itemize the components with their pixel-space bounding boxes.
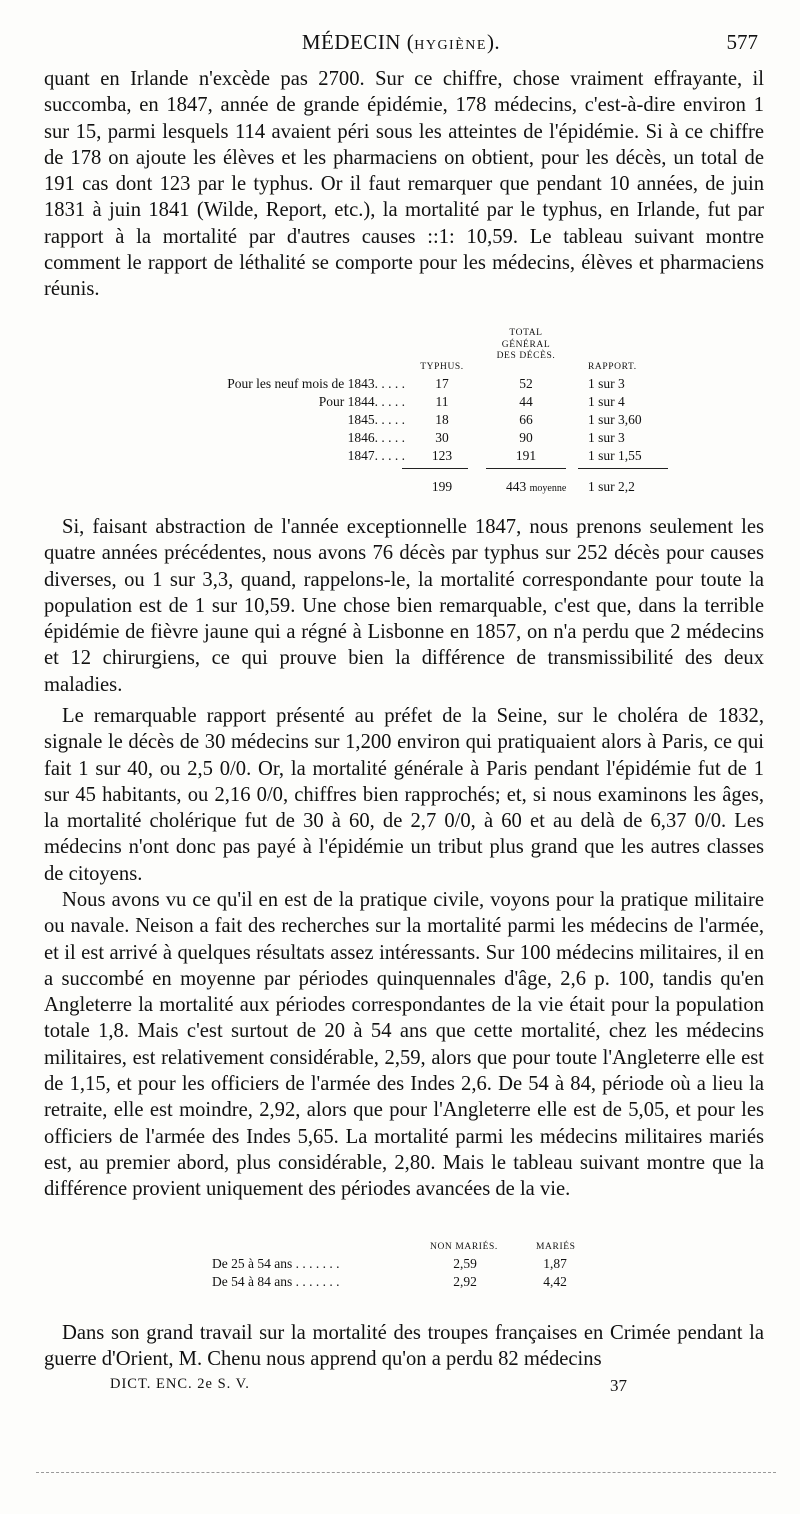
title-main: MÉDECIN ( bbox=[301, 30, 415, 54]
row-typhus: 123 bbox=[431, 448, 453, 463]
row-non-maries: 2,92 bbox=[453, 1274, 477, 1289]
row-total: 90 bbox=[519, 430, 533, 445]
total-rapport: 1 sur 2,2 bbox=[588, 479, 635, 494]
header-total-2: GÉNÉRAL bbox=[501, 339, 551, 350]
footer-signature: DICT. ENC. 2e S. V. bbox=[110, 1376, 250, 1392]
header-total bbox=[486, 328, 566, 363]
title-sub: HYGIÈNE bbox=[414, 38, 487, 53]
header-non-maries: NON MARIÉS. bbox=[430, 1242, 498, 1252]
row-label: De 54 à 84 ans . . . . . . . bbox=[212, 1274, 340, 1289]
row-label: 1846. . . . . bbox=[347, 430, 405, 445]
footer-sheet-number: 37 bbox=[610, 1376, 627, 1395]
running-header bbox=[44, 30, 758, 64]
row-label: 1847. . . . . bbox=[347, 448, 405, 463]
page-number: 577 bbox=[726, 30, 758, 54]
paragraph-4: Nous avons vu ce qu'il en est de la pratique civile, voyons pour la pratique militaire ou navale. Neison a fait des recherches sur la mortalité parmi les médecins de l'armée, et il est arrivé à quelques résultats assez intéressants. Sur 100 médecins militaires, il en a succombé en moyenne par périodes quinquennales d'âge, 2,6 p. 100, tandis qu'en Angleterre la mortalité aux périodes correspondantes de la vie était pour la population totale 1,8. Mais c'est surtout de 20 à 54 ans que cette mortalité, chez les médecins militaires, est relativement considérable, 2,59, alors que pour toute l'Angleterre elle est de 1,15, et pour les officiers de l'armée des Indes 2,6. De 54 à 84, période où a lieu la retraite, elle est moindre, 2,92, alors que pour l'Angleterre elle est de 5,05, et pour les officiers de l'armée des Indes 5,65. La mortalité parmi les médecins militaires mariés est, au premier abord, plus considérable, 2,80. Mais le tableau suivant montre que la différence provient uniquement des périodes avancées de la vie. bbox=[44, 889, 764, 1201]
row-total: 191 bbox=[515, 448, 537, 463]
paragraph-1: quant en Irlande n'excède pas 2700. Sur ce chiffre, chose vraiment effrayante, il succomba, en 1847, année de grande épidémie, 178 médecins, c'est-à-dire environ 1 sur 15, parmi lesquels 114 avaient péri sous les atteintes de l'épidémie. Si à ce chiffre de 178 on ajoute les élèves et les pharmaciens on obtient, pour les décès, un total de 191 cas dont 123 par le typhus. Or il faut remarquer que pendant 10 années, de juin 1831 à juin 1841 (Wilde, Report, etc.), la mortalité par le typhus, en Irlande, fut par rapport à la mortalité par d'autres causes ::1: 10,59. Le tableau suivant montre comment le rapport de léthalité se comporte pour les médecins, élèves et pharmaciens réunis. bbox=[44, 68, 764, 301]
row-typhus: 18 bbox=[435, 412, 449, 427]
paragraph-3: Le remarquable rapport présenté au préfet de la Seine, sur le choléra de 1832, signale le décès de 30 médecins sur 1,200 environ qui pratiquaient alors à Paris, ce qui fait 1 sur 40, ou 2,5 0/0. Or, la mortalité générale à Paris pendant l'épidémie fut de 1 sur 45 habitants, ou 2,16 0/0, chiffres bien rapprochés; et, si nous examinons les âges, la mortalité cholérique fut de 30 à 60, de 2,7 0/0, à 60 et au delà de 6,37 0/0. Les médecins n'ont donc pas payé à l'épidémie un tribut plus grand que les autres classes de citoyens. bbox=[44, 705, 764, 885]
table-row bbox=[0, 1274, 800, 1291]
row-maries: 1,87 bbox=[543, 1256, 567, 1271]
row-label: 1845. . . . . bbox=[347, 412, 405, 427]
running-title bbox=[44, 30, 758, 55]
table-row bbox=[0, 376, 800, 393]
row-total: 66 bbox=[519, 412, 533, 427]
header-rapport: RAPPORT. bbox=[588, 362, 637, 372]
table-row bbox=[0, 430, 800, 447]
table-row bbox=[0, 448, 800, 465]
page-footer bbox=[0, 1376, 800, 1400]
total-deces bbox=[506, 479, 566, 495]
row-label: De 25 à 54 ans . . . . . . . bbox=[212, 1256, 340, 1271]
row-rapport: 1 sur 4 bbox=[588, 394, 625, 409]
title-end: ). bbox=[486, 30, 501, 54]
row-rapport: 1 sur 3,60 bbox=[588, 412, 642, 427]
sum-rule-total bbox=[486, 468, 566, 469]
row-typhus: 30 bbox=[435, 430, 449, 445]
row-total: 52 bbox=[519, 376, 533, 391]
sum-rule-rapport bbox=[578, 468, 668, 469]
total-deces-value: 443 bbox=[506, 479, 527, 494]
header-typhus: TYPHUS. bbox=[420, 362, 464, 372]
row-label: Pour 1844. . . . . bbox=[318, 394, 405, 409]
total-typhus: 199 bbox=[431, 479, 453, 494]
row-rapport: 1 sur 3 bbox=[588, 376, 625, 391]
row-maries: 4,42 bbox=[543, 1274, 567, 1289]
table-row bbox=[0, 412, 800, 429]
row-non-maries: 2,59 bbox=[453, 1256, 477, 1271]
table-row bbox=[0, 1256, 800, 1273]
totals-row bbox=[0, 479, 800, 496]
row-rapport: 1 sur 3 bbox=[588, 430, 625, 445]
bottom-divider bbox=[36, 1472, 776, 1475]
paragraph-2: Si, faisant abstraction de l'année exceptionnelle 1847, nous prenons seulement les quatre années précédentes, nous avons 76 décès par typhus sur 252 décès pour causes diverses, ou 1 sur 3,3, quand, rappelons-le, la mortalité correspondante pour toute la population est de 1 sur 10,59. Une chose bien remarquable, c'est que, dans la terrible épidémie de fièvre jaune qui a régné à Lisbonne en 1857, on n'a perdu que 2 médecins et 12 chirurgiens, ce qui prouve bien la différence de transmissibilité des deux maladies. bbox=[44, 516, 764, 696]
header-maries: MARIÉS bbox=[536, 1242, 576, 1252]
table-row bbox=[0, 394, 800, 411]
row-total: 44 bbox=[519, 394, 533, 409]
header-total-3: DES DÉCÈS. bbox=[496, 351, 556, 361]
row-typhus: 11 bbox=[435, 394, 449, 409]
sum-rule-typhus bbox=[402, 468, 468, 469]
row-typhus: 17 bbox=[435, 376, 449, 391]
row-label: Pour les neuf mois de 1843. . . . . bbox=[227, 376, 405, 391]
row-rapport: 1 sur 1,55 bbox=[588, 448, 642, 463]
total-moyenne: moyenne bbox=[529, 483, 567, 494]
paragraph-5: Dans son grand travail sur la mortalité des troupes françaises en Crimée pendant la guerre d'Orient, M. Chenu nous apprend qu'on a perdu 82 médecins bbox=[44, 1322, 764, 1371]
header-total-1: TOTAL bbox=[509, 328, 543, 338]
